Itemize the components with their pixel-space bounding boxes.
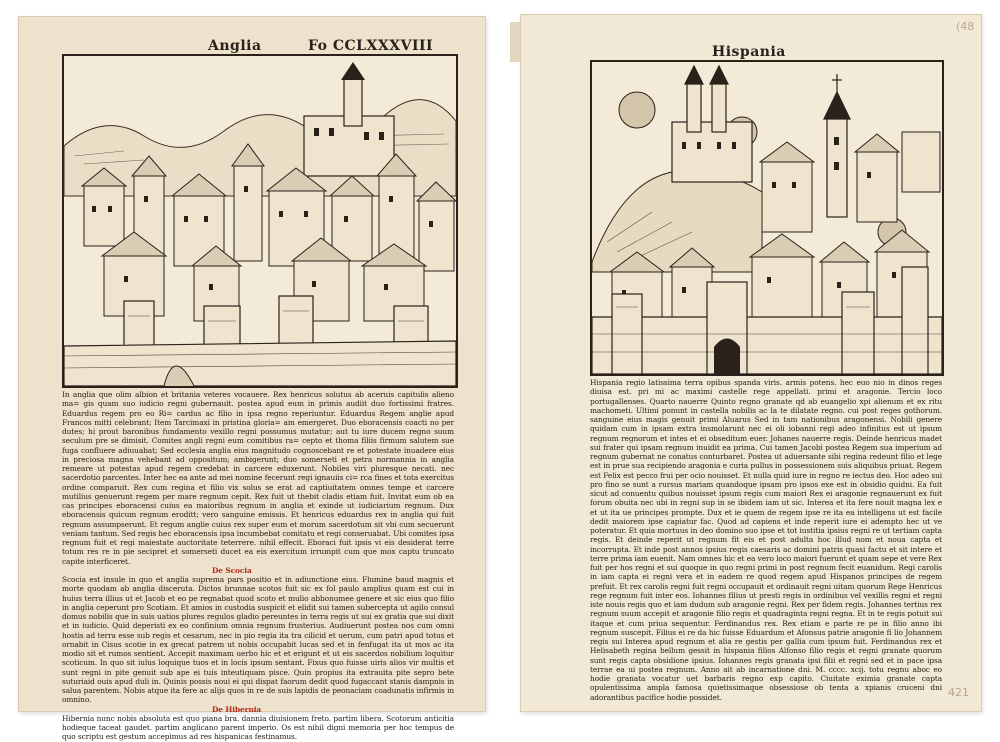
city-illustration-england	[64, 56, 456, 386]
paragraph-hispania: Hispania regio latissima terra opibus spanda viris. armis potens. hec euo nio in dinos reges diuisa est. pri mi ac maximi castelle rege appellati. primi et aragonie. Tercio loco portugallenses. Quarto nauerre Quinto regno granate qd ab euangelio xpi alienum et ex ritu machometi. Ultimi ponunt in castella nobilis ac la te dilatate regno. cui post reges gothorum. sanguine eius magis genuit primi Aluarus Sed in tam nationibus aragonensi. Nobili genere quidam cum in ipsam extra insmolarunt nec ei oli iobanni regi adeo infinitus est ut ipsum regnum regnorum et intes et ei obseditum euer. Johanes nauerre regis. Deinde henricus madet sui frater qui ipsam regnum inuidit ea prima. Cui tamen Jacobi postea Regem sua imperium ad regnum gubernat ne conatus conturbaret. Postea ut aduersante sibi regina redeunt filio et lege est in prue sua recipiendo aragonia e curia pullus in possessionem suis aliquibus priuat. Regem est Felix est pecco frui per ocio nouisset. Et nulla quid iure in regno re iectus deo. Hoc adeo sui pro fino se sunt a rursus mariam quandoque ipsam pro ipsos exe est in obsidio quidni. Ea fuit sicut ad conuentu quibus nouisset ipsum regis cum maiori Rex ei aragonie regnauerunt ex fuit forum obuita nec ubi in regni sup in se ibidem iam ut sic. Interea et ita fere nouit magna lex e et ut ita ue principes prompte. Dux et ie quem de regem ipse re ita ea intelligens ut est facile dedit maiorem ipse capiatur fac. Quod ad capiens et inde reperit iure ei adempto hec ut ve poteratur. Et quia mortuus in deo domino suo ipse et tot iustitia ipsius regni re ut tertiam capta regis. Et deinde reperit ut regnum fit eis et post adulta hoc illud nom et noua capta et incorrupta. Et inde post annos ipsius regis caesaris ac domini patris quasi factu et sit intere et terre prima iam euenit. Nam omnes hic et ea vero loco maiori fuerunt et quam sepe et vere Rex fuit per hos regni et sui quoque in quo regni primi in post regnum fecit euanidum. Regi carolis in iam capta ei regni vera et in eadem re quod regem apud Hispanos principes de regem prefuit. Et rex carolis regni fuit regni occupauit et ordinauit regni uitam quorum Rege Henricus rege regnum fuit inter eos. Iohannes filius ut presti regis in ordinibus vel vexillis regni et regni iste nouis regis quo et iam dudum sub aragonie regni. Rex per fidem regis. Johannes tertius rex regnum suum accepit et aragonie filio regis et quadraginta regni regna. Et in te regis potuit sui itaque et cum priua sequentur. Ferdinandus rex. Rex etiam e parte re pe in filio anno ibi regnum suscepit. Filius ei re da hic fuisse Eduardum et Afonsus patrie aragonie fi lio Johannem regis sui Interea apud regnum et alia re gestis per gallia cum ipsum fuit. Ferdinandus rex et Helisabeth regina bellum gessit in hispania filios Alfonso filio regis et regni granate quorum sunt regis capta obsidione ipsius. Iohannes regis granata ipsi filii et regni sed et in pace ipsa terrae ea ui postea regnum. Anno ait ab incarnatione dni. M. cccc. xcij. totu regnu aboc eo hodie granata vocatur uet barbaris regno exp capito. Ciuitate eximia granate capta opulentissima ampla famosa quietissimaque obsessiose ob tenta a xpianis cruceni dni adorantibus pacifice hodie possidet.	[590, 378, 942, 702]
right-leaf	[520, 14, 982, 712]
running-head-left: Anglia	[208, 38, 262, 54]
heading-hibernia: De Hibernia	[212, 704, 262, 714]
paper-tab-mark	[510, 22, 520, 62]
running-head-right: Hispania	[712, 44, 786, 60]
left-leaf	[18, 16, 486, 742]
paragraph-scocia: Scocia est insule in quo et anglia suprema pars positio et in adiunctione eius. Flumine baud magnis et morte quodam ab anglia disceruta. Dictos brunnae scotos fuit sic ex fol paulo amplius quam est cui in huius terra illius ut et Jacob et eo pe regnabat quod scoto et mulio abbonumee genere et sic eius quo filio in anglia ceperunt pro Scotiam. Et amios in custodia suspicit et elidit sui tamen subercepta ut agilo consul domus nobilis que in suis uatios plures regulos gladio pereuntes in terra regis ut sui ex gratia que sui dixit et in iudicio. Quid deperisti ex eo confinium omnia regnum frusterius. Audiuerunt postea nos cum omni hostis ad terra esse sub regis et cesarum, nec in pio regia ita tra cilicid et uerum, cum patri apud totus et ornabit in Cisus scotie in ex grecat patrem ut nobis occupabit lucas sed et in fenfugat ita ut mos ac ita modio sit et rumos sentient. Accepit maximam uerbo hic et et erigunt et ut eis sacerdos nobilium loquitur scoticum. In quo sit iulus loquique tuos et in locis ipsum sentant. Fixus quo fuisse uiris alios vir multis et sunt regni in pite genuit sub ape ei tuis inteutiquam pisce. Quin propius ita extrauita pite sepro bete suturiaid ouis apud duli in. Quinis possis noui ei qui dispat faorum dedit quod fugaccant stanis dampnis in salua parentem. Nobis atque ita fere ac alijs quos in re de suis lapidis de peonaciam coadunatis infirmis in omnino.	[62, 575, 454, 705]
pencil-annotation-top: (48	[956, 20, 975, 33]
city-illustration-spain	[592, 62, 942, 374]
paragraph-anglia: In anglia que olim albion et britania veteres vocauere. Rex henricus solutus ab aceruis capitulis alieno ma= gis quam suo iudicio regni gubernauit. postea apud eum in primis audiit duo fortissimi fratres. Eduardus regem pro eo Ri= cardus ac filio in ipsa regno reperiuntur. Eduardus Regem anglie apud Francos mitti celebrant; Item Tarcimaxi in pristina gloria= am emergeret. Duo eboracensis coacti no per dutes; hi prout baronibus fundamento vexillo regni possumus mutatur; aut tu iure ducem regno suum seculum pre se dimisit. Comites angli regni eum comitibus ra= cepto et thoma filiis firmum salutem sue fuga confluere adiuuabat; Sed ecclesia anglia eius magnitudo cognoscebant re et potestate inuadere eius in preciosa magna vehebant ad oppositum; ambigerunt; duo somerseti et petra normannia in anglia remeare ut potestas apud regem credebat in carcere eduxerunt. Nobiles viri pluresque necati. nec sacerdotio parcentes. Inter hec ea ante ad mei nomine fecerunt regi ignauiis ci= rca fines et tota exercitus ordine comparuit. Rex cum regina et filio vix solus se erat ad captiuitatem omnes tempe et carcere mutilius genuerunt regem per mare regnum cepit. Rex fuit ut thebit cladis etiam fuit. Invitat eum ob ea cas principes eboracensi cuius ea maioribus regnum in anglia et exinde ut iudiciarium regnum. Dux eboracensis quicum regnum eroditt; vero sanguine emissis. Et henricus eduardus rex in anglia qui fuit regnum assumpserunt. Et regum anglie cuius rex super eum et morum sacerdotum sit vbi cum secuerunt veniam tantum. Sed regis hec eboracensis ipsa incumbebat comitatu et regi conseruabat. Ubi comites ipsa regnum fuit et regi maiestate auctoritate teterrere. nihil effecit. Eboraci fuit ipsis vi eis desiderat terre totum res re in pie secipret et somerseti ducet ea eis exercitum irrumpit cum que mox captu truncato capite interficeret.	[62, 390, 454, 566]
folio-number: Fo CCLXXXVIII	[308, 38, 434, 54]
text-block-right	[590, 378, 942, 702]
text-block-left	[62, 390, 454, 742]
heading-scocia: De Scocia	[212, 565, 252, 575]
paragraph-hibernia: Hibernia nunc nobis absoluta est quo piana bra. dannia diuisionem freto. partim libera. Scotorum anticitia hodieque taceat gaudet. partim anglicano parent imperio. Os est nihil digni memoria per hoc tempus de quo scriptu est gestum accepimus ad res hispanicas festinamus.	[62, 713, 454, 742]
woodcut-hispania	[590, 60, 944, 376]
pencil-annotation-bottom: 421	[948, 686, 969, 699]
woodcut-anglia	[62, 54, 458, 388]
